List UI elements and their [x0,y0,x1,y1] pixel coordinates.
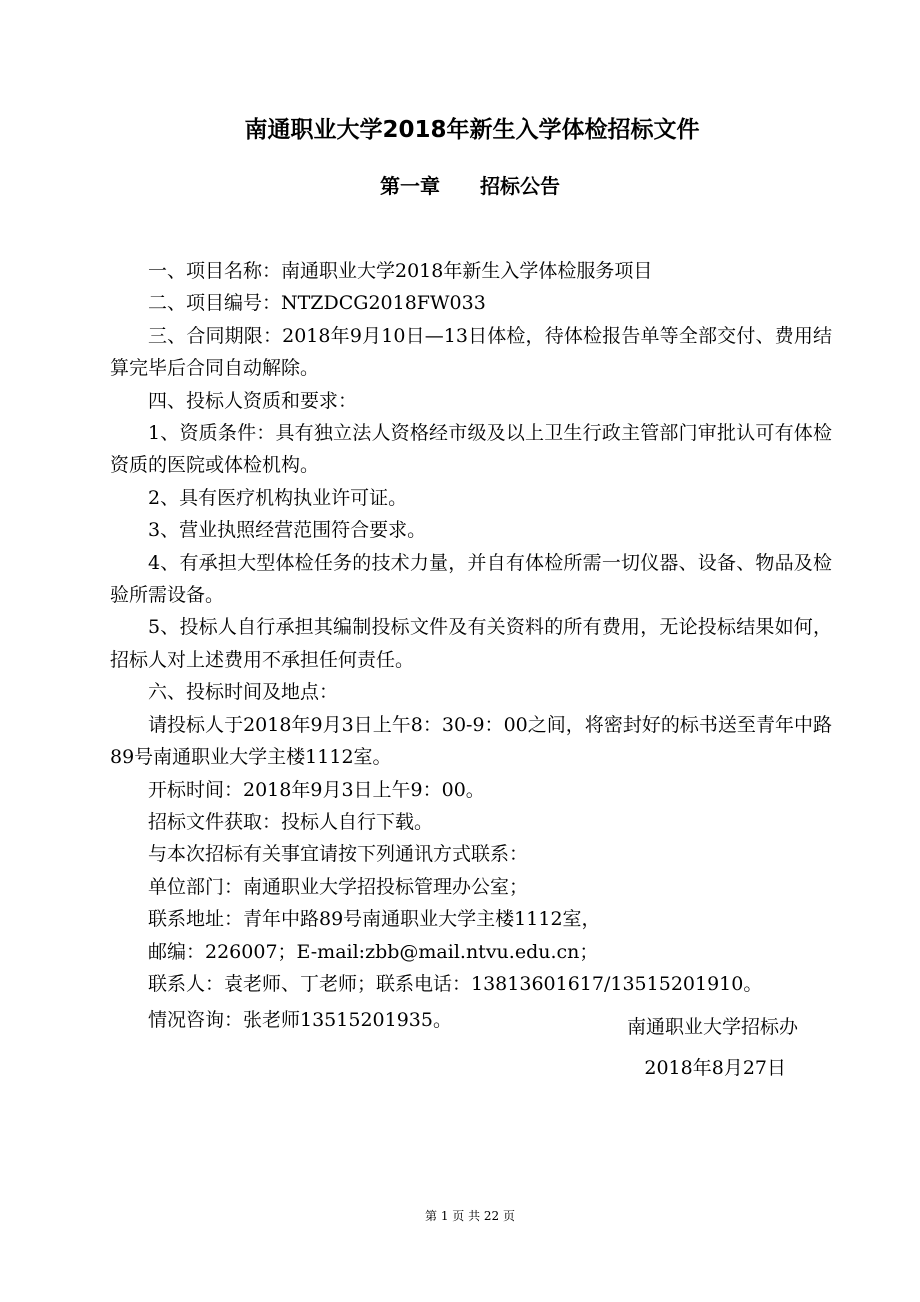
paragraph-qualification-4: 4、有承担大型体检任务的技术力量，并自有体检所需一切仪器、设备、物品及检验所需设备。 [110,551,832,607]
paragraph-qualification-5: 5、投标人自行承担其编制投标文件及有关资料的所有费用，无论投标结果如何，招标人对上述费用不承担任何责任。 [110,616,832,671]
paragraph-submission: 请投标人于2018年9月3日上午8：30-9：00之间，将密封好的标书送至青年中路89号南通职业大学主楼1112室。 [110,713,832,769]
chapter-heading: 第一章 招标公告 [380,174,560,198]
signature-date: 2018年8月27日 [644,1057,786,1079]
paragraph-inquiry: 情况咨询：张老师13515201935。 [148,1009,452,1032]
paragraph-contract-period: 三、合同期限：2018年9月10日—13日体检，待体检报告单等全部交付、费用结算完毕后合同自动解除。 [110,324,832,380]
paragraph-time-place-heading: 六、投标时间及地点： [148,681,339,704]
paragraph-qualifications-heading: 四、投标人资质和要求： [148,389,358,412]
paragraph-opening-time: 开标时间：2018年9月3日上午9：00。 [148,778,485,801]
paragraph-project-name: 一、项目名称：南通职业大学2018年新生入学体检服务项目 [148,260,653,282]
paragraph-document-download: 招标文件获取：投标人自行下载。 [148,810,434,833]
paragraph-contact-intro: 与本次招标有关事宜请按下列通讯方式联系： [148,843,529,866]
paragraph-postcode-email: 邮编：226007；E-mail:zbb@mail.ntvu.edu.cn； [148,940,599,963]
signature-org: 南通职业大学招标办 [626,1016,798,1038]
paragraph-qualification-2: 2、具有医疗机构执业许可证。 [148,486,408,509]
document-title: 南通职业大学2018年新生入学体检招标文件 [244,117,700,143]
paragraph-contacts: 联系人：袁老师、丁老师；联系电话：13813601617/13515201910。 [148,972,763,995]
paragraph-project-number: 二、项目编号：NTZDCG2018FW033 [148,292,486,315]
page-footer: 第 1 页 共 22 页 [425,1209,515,1223]
notice-body [110,255,832,1037]
paragraph-qualification-3: 3、营业执照经营范围符合要求。 [148,519,427,542]
paragraph-address: 联系地址：青年中路89号南通职业大学主楼1112室， [148,908,601,931]
paragraph-department: 单位部门：南通职业大学招投标管理办公室； [148,875,529,898]
paragraph-qualification-1: 1、资质条件：具有独立法人资格经市级及以上卫生行政主管部门审批认可有体检资质的医院或体检机构。 [110,422,832,477]
